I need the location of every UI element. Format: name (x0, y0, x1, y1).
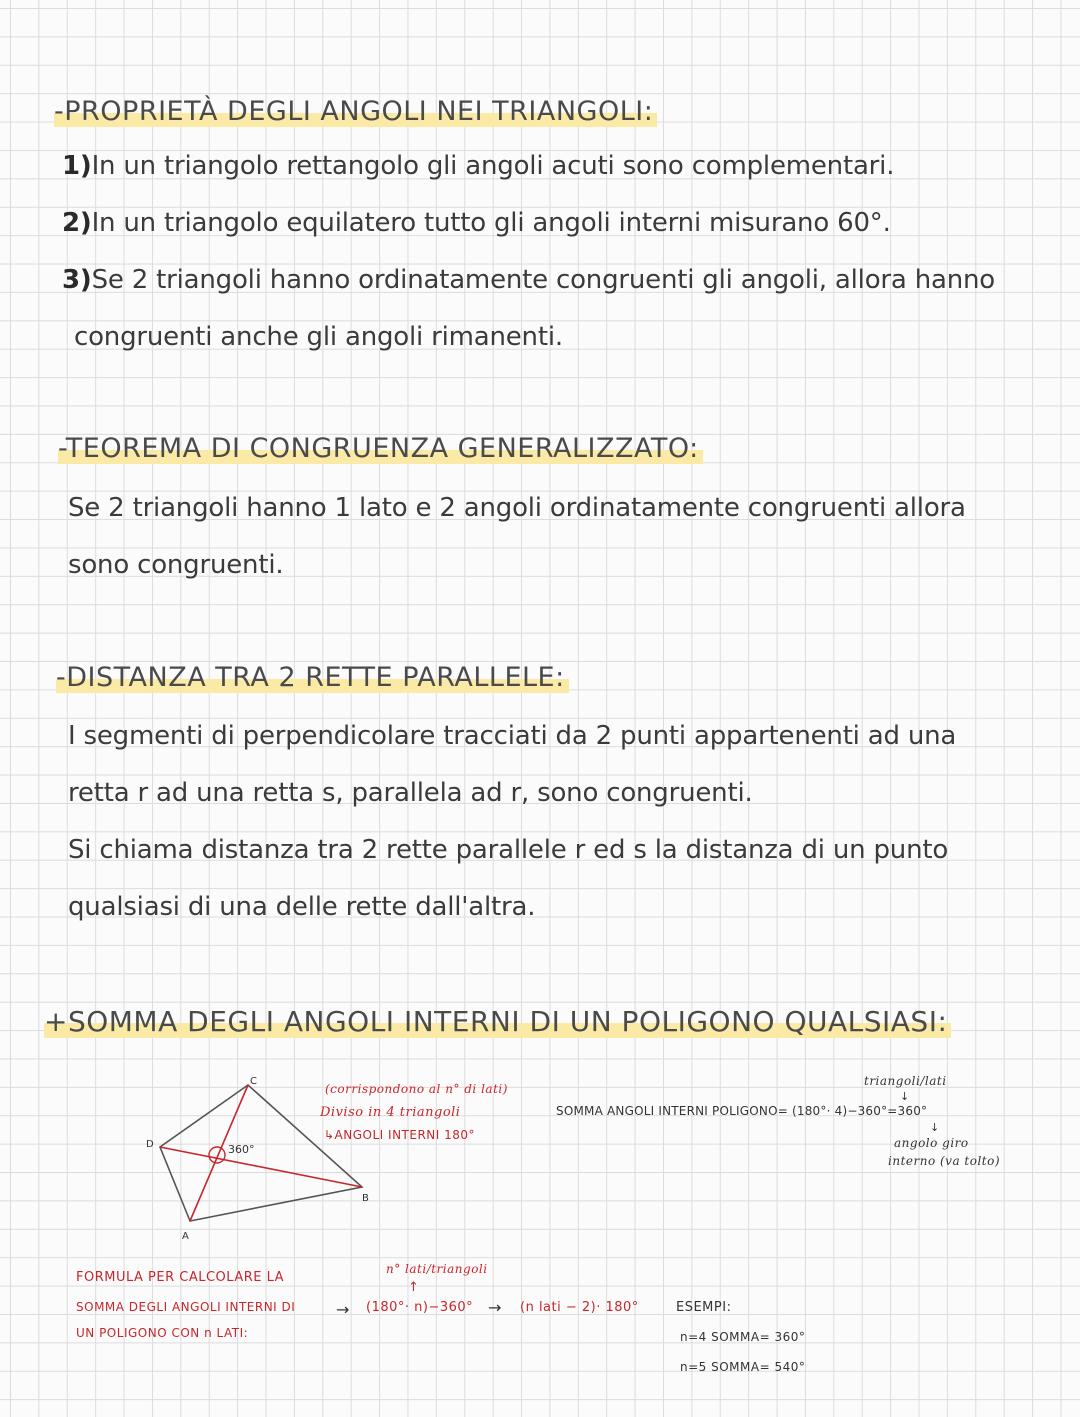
formula-expression-1: (180°· n)−360° (366, 1300, 474, 1315)
formula-top-label: triangoli/lati (864, 1074, 947, 1088)
formula-main: SOMMA ANGOLI INTERNI POLIGONO= (180°· 4)−360°=360° (556, 1104, 928, 1118)
formula-angle-label-2: interno (va tolto) (888, 1154, 1001, 1168)
formula-arrow-2: → (488, 1298, 502, 1317)
example-2: n=5 SOMMA= 540° (680, 1360, 806, 1374)
teorema-line-2: sono congruenti. (68, 550, 284, 580)
distanza-line-2: retta r ad una retta s, parallela ad r, sono congruenti. (68, 778, 753, 808)
formula-arrow-1: → (336, 1300, 350, 1319)
teorema-line-1: Se 2 triangoli hanno 1 lato e 2 angoli ordinatamente congruenti allora (68, 493, 966, 523)
vertex-d: D (146, 1139, 154, 1150)
examples-title: ESEMPI: (676, 1300, 732, 1315)
vertex-b: B (362, 1193, 369, 1204)
vertex-a: A (182, 1231, 189, 1242)
prop-item-3-continuation: congruenti anche gli angoli rimanenti. (74, 322, 563, 352)
prop-item-1: 1)In un triangolo rettangolo gli angoli acuti sono complementari. (62, 151, 895, 181)
diagram-note-angles: ↳ANGOLI INTERNI 180° (324, 1128, 476, 1142)
formula-angle-label-1: angolo giro (894, 1136, 969, 1150)
diagram-note-divided: Diviso in 4 triangoli (320, 1105, 461, 1120)
section-title-proprieta: -PROPRIETÀ DEGLI ANGOLI NEI TRIANGOLI: (54, 96, 657, 127)
diagonal-db (160, 1147, 362, 1187)
formula-up-arrow: ↑ (408, 1280, 420, 1295)
distanza-line-1: I segmenti di perpendicolare tracciati da 2 punti appartenenti ad una (68, 721, 957, 751)
formula-label-3: UN POLIGONO CON n LATI: (76, 1326, 249, 1340)
distanza-line-4: qualsiasi di una delle rette dall'altra. (68, 892, 536, 922)
formula-label-2: SOMMA DEGLI ANGOLI INTERNI DI (76, 1300, 296, 1314)
section-title-somma: +SOMMA DEGLI ANGOLI INTERNI DI UN POLIGONO QUALSIASI: (44, 1005, 951, 1038)
center-angle-mark (209, 1147, 225, 1163)
formula-arrow-down: ↓ (930, 1121, 940, 1134)
prop-item-3: 3)Se 2 triangoli hanno ordinatamente congruenti gli angoli, allora hanno (62, 265, 995, 295)
distanza-line-3: Si chiama distanza tra 2 rette parallele r ed s la distanza di un punto (68, 835, 949, 865)
formula-label-1: FORMULA PER CALCOLARE LA (76, 1270, 285, 1285)
formula-over-label: n° lati/triangoli (386, 1262, 488, 1276)
center-angle-label: 360° (228, 1143, 255, 1156)
example-1: n=4 SOMMA= 360° (680, 1330, 806, 1344)
section-title-distanza: -DISTANZA TRA 2 RETTE PARALLELE: (56, 662, 569, 693)
diagram-note-sides: (corrispondono al n° di lati) (325, 1082, 508, 1096)
prop-item-2: 2)In un triangolo equilatero tutto gli angoli interni misurano 60°. (62, 208, 891, 238)
formula-expression-2: (n lati − 2)· 180° (520, 1300, 639, 1315)
vertex-c: C (250, 1076, 257, 1087)
quadrilateral-diagram (140, 1075, 380, 1245)
formula-top-arrow: ↓ (900, 1090, 910, 1103)
section-title-teorema: -TEOREMA DI CONGRUENZA GENERALIZZATO: (58, 433, 703, 464)
